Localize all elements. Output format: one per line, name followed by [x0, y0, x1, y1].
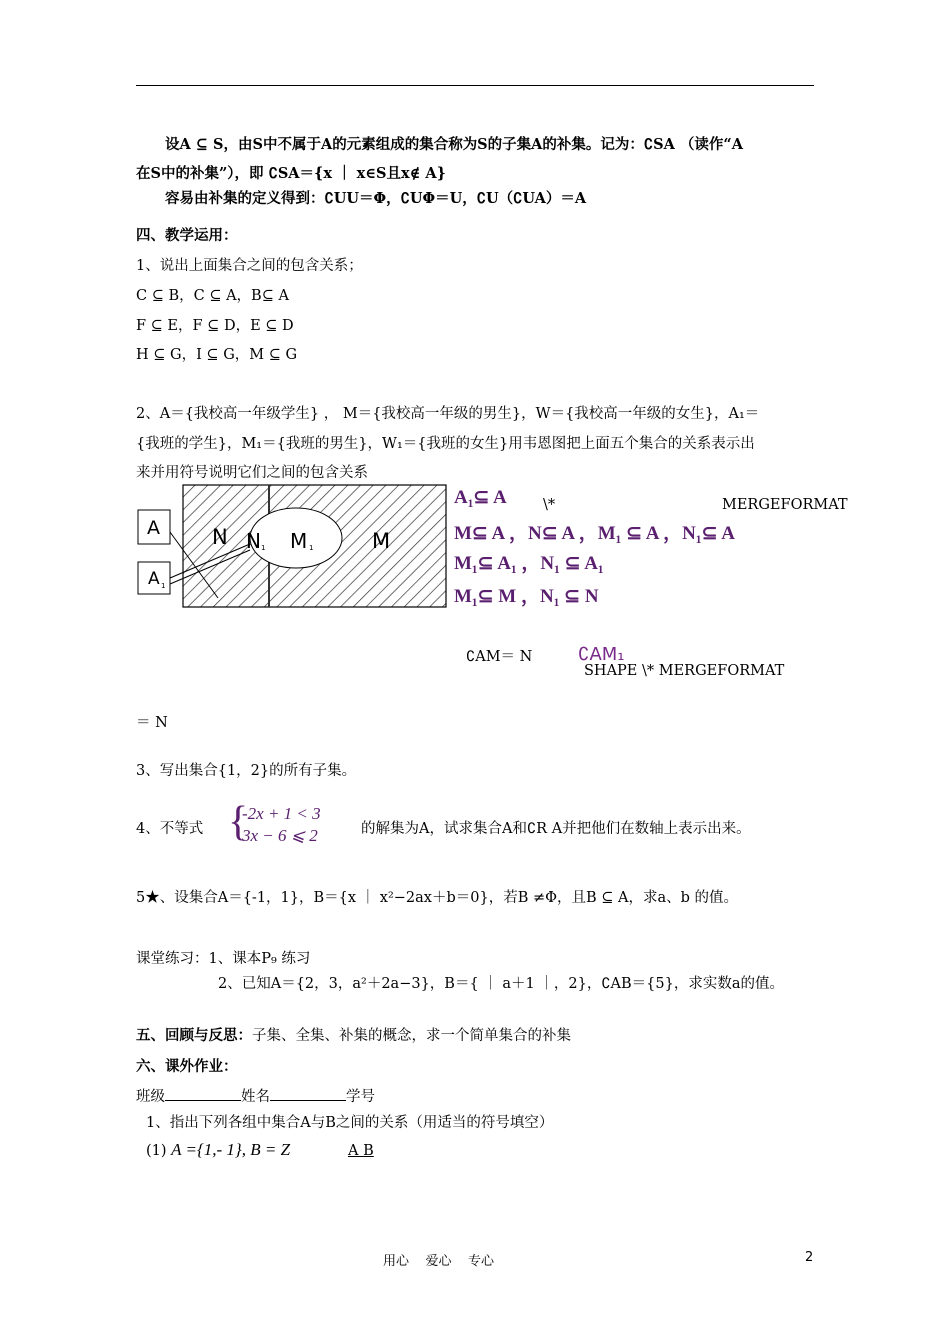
name-label: 姓名 [241, 1089, 270, 1105]
question-1: 1、说出上面集合之间的包含关系； [136, 258, 363, 274]
complement-AM: ∁AM＝ N [466, 649, 533, 665]
relation-line-2: F ⊆ E，F ⊆ D，E ⊆ D [136, 318, 294, 334]
practice-line-2: 2、已知A＝{2，3，a²＋2a−3}，B＝{ ｜ a＋1 ｜，2}，∁AB＝{5}，求实数a的值。 [218, 976, 785, 992]
class-label: 班级 [136, 1089, 165, 1105]
section-5 [136, 1027, 571, 1045]
venn-label-A1-sub: 1 [161, 582, 166, 590]
system-brace: { [228, 799, 249, 845]
homework-1: 1、指出下列各组中集合A与B之间的关系（用适当的符号填空） [146, 1115, 554, 1131]
inequality-1: -2x + 1 < 3 [242, 804, 321, 823]
homework-1-1-blank[interactable]: A B [348, 1143, 374, 1159]
homework-1-1-prefix: (1) [146, 1143, 167, 1159]
definition-line-2: 在S中的补集”），即 ∁SA＝{x ｜ x∈S且x∉ A} [136, 165, 446, 182]
homework-1-1-answer[interactable] [348, 1142, 374, 1160]
venn-label-N1-sub: 1 [261, 544, 266, 552]
relation-mergeformat: MERGEFORMAT [722, 497, 848, 513]
question-4-suffix: 的解集为A，试求集合A和∁R A并把他们在数轴上表示出来。 [361, 821, 751, 837]
venn-label-M: M [372, 529, 391, 553]
shape-mergeformat: SHAPE \* MERGEFORMAT [584, 663, 785, 679]
footer-motto: 用心 爱心 专心 [383, 1254, 495, 1269]
practice-line-1: 课堂练习：1、课本P₉ 练习 [136, 951, 311, 967]
section-5-heading: 五、回顾与反思： [136, 1027, 252, 1044]
student-info-line [136, 1086, 375, 1106]
question-2-line-1: 2、A＝{我校高一年级学生} ， M＝{我校高一年级的男生}，W＝{我校高一年级的女生}，A₁＝ [136, 406, 760, 422]
name-blank[interactable] [270, 1086, 346, 1101]
question-3: 3、写出集合{1，2}的所有子集。 [136, 763, 357, 779]
venn-diagram [136, 480, 456, 610]
relation-line-subsets-A1: M₁⊆ A₁ ，N₁ ⊆ A₁ [454, 553, 604, 574]
definition-line-1: 设A ⊆ S，由S中不属于A的元素组成的集合称为S的子集A的补集。记为：∁SA （读作“A [165, 136, 743, 153]
relation-line-subsets-MN: M₁⊆ M ，N₁ ⊆ N [454, 586, 599, 607]
homework-1-1-math: A ={1,- 1}, B = Z [171, 1140, 291, 1159]
relation-A1-A: A₁⊆ A [454, 487, 507, 508]
relation-format-tail: \* [543, 497, 556, 513]
venn-label-N1: N [246, 529, 261, 553]
venn-label-A1: A [148, 569, 160, 589]
class-blank[interactable] [165, 1086, 241, 1101]
venn-label-M1-sub: 1 [309, 544, 314, 552]
homework-1-1 [146, 1141, 290, 1160]
section-6-heading: 六、课外作业： [136, 1058, 238, 1075]
complement-shape-icon: ∁AM₁ [578, 644, 625, 665]
complement-continuation: ＝ N [136, 715, 168, 731]
question-2-line-2: {我班的学生}，M₁＝{我班的男生}，W₁＝{我班的女生}用韦恩图把上面五个集合的关系表示出 [136, 436, 755, 452]
relation-line-1: C ⊆ B，C ⊆ A，B⊆ A [136, 288, 289, 304]
definition-line-3: 容易由补集的定义得到：∁UU＝Φ，∁UΦ＝U，∁U（∁UA）＝A [165, 190, 587, 207]
question-5: 5★、设集合A＝{-1，1}，B＝{x ｜ x²−2ax＋b＝0}，若B ≠Φ，且B ⊆ A，求a、b 的值。 [136, 890, 739, 906]
question-2-line-3: 来并用符号说明它们之间的包含关系 [136, 465, 368, 481]
venn-label-N: N [212, 525, 228, 549]
page-number: 2 [805, 1250, 814, 1265]
id-label: 学号 [346, 1089, 375, 1105]
section-5-text: 子集、全集、补集的概念，求一个简单集合的补集 [252, 1028, 571, 1044]
venn-label-M1: M [290, 529, 308, 553]
section-4-heading: 四、教学运用： [136, 227, 238, 244]
header-rule [136, 85, 814, 86]
relation-line-3: H ⊆ G，I ⊆ G，M ⊆ G [136, 347, 298, 363]
inequality-2: 3x − 6 ⩽ 2 [242, 826, 318, 845]
relation-line-subsets-A: M⊆ A ，N⊆ A ，M₁ ⊆ A ，N₁⊆ A [454, 523, 735, 544]
question-4-prefix: 4、不等式 [136, 821, 204, 837]
venn-label-A: A [147, 517, 160, 539]
